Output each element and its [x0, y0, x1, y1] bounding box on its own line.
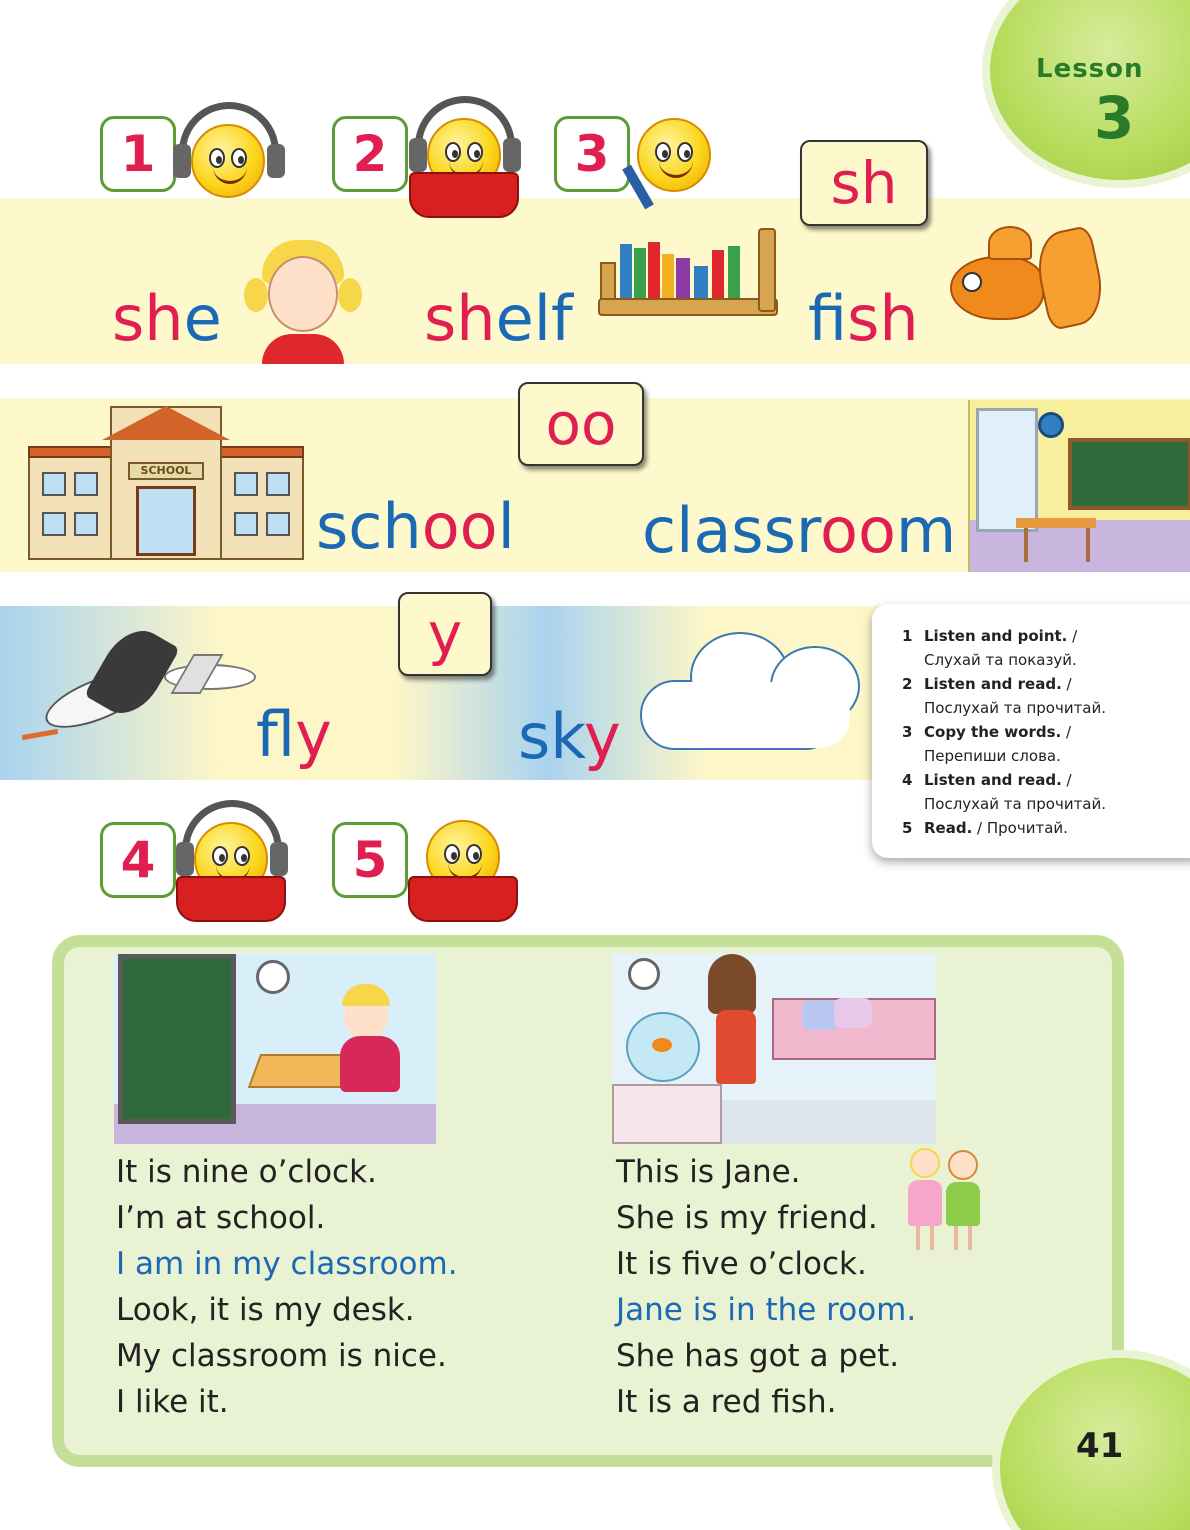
story-line: It is five o’clock.	[616, 1246, 867, 1282]
word-fish: fish	[808, 282, 919, 355]
word-fly: fly	[256, 698, 332, 771]
classroom-image	[968, 400, 1190, 572]
step-1-number: 1	[100, 116, 176, 192]
friends-image	[908, 1146, 984, 1256]
goldfish-image	[944, 220, 1104, 338]
girl-image	[244, 238, 362, 364]
word-shelf: shelf	[424, 282, 573, 355]
classroom-girl-image	[114, 954, 436, 1144]
story-line-highlight: Jane is in the room.	[616, 1292, 917, 1328]
letters-y: y	[398, 592, 492, 676]
bookshelf-image	[598, 226, 778, 318]
story-line: I’m at school.	[116, 1200, 326, 1236]
instruction-item: 4 Listen and read. / Послухай та прочитай.	[902, 771, 1107, 813]
word-she: she	[112, 282, 222, 355]
cloud-image	[640, 620, 880, 770]
lesson-badge	[990, 0, 1190, 180]
writing-smiley-icon	[625, 114, 725, 214]
story-line-highlight: I am in my classroom.	[116, 1246, 458, 1282]
instructions-box	[872, 604, 1190, 858]
instruction-item: 3 Copy the words. / Перепиши слова.	[902, 723, 1072, 765]
step-5-number: 5	[332, 822, 408, 898]
story-line: My classroom is nice.	[116, 1338, 447, 1374]
word-classroom: classroom	[642, 494, 957, 567]
lesson-number: 3	[1094, 84, 1135, 152]
story-line: This is Jane.	[616, 1154, 801, 1190]
step-3-number: 3	[554, 116, 630, 192]
room-girl-image	[612, 954, 936, 1144]
step-2-number: 2	[332, 116, 408, 192]
instruction-item: 1 Listen and point. / Слухай та показуй.	[902, 627, 1078, 669]
listening-smiley-icon	[175, 102, 285, 212]
school-building-image	[28, 406, 304, 566]
letters-sh: sh	[800, 140, 928, 226]
page-number: 41	[1076, 1426, 1124, 1466]
stork-plane-image	[22, 620, 262, 750]
school-sign: SCHOOL	[128, 462, 204, 480]
reading-listening-smiley-icon	[405, 96, 525, 226]
reading-smiley-icon	[404, 818, 524, 928]
story-line: She has got a pet.	[616, 1338, 900, 1374]
story-line: I like it.	[116, 1384, 229, 1420]
reading-listening-smiley-icon	[172, 800, 292, 930]
word-school: school	[316, 490, 515, 563]
story-line: It is a red fish.	[616, 1384, 837, 1420]
story-line: Look, it is my desk.	[116, 1292, 415, 1328]
lesson-label: Lesson	[1036, 54, 1144, 84]
instruction-item: 2 Listen and read. / Послухай та прочитай.	[902, 675, 1107, 717]
instruction-item: 5 Read. / Прочитай.	[902, 819, 1068, 837]
story-line: She is my friend.	[616, 1200, 878, 1236]
word-sky: sky	[518, 700, 621, 773]
step-4-number: 4	[100, 822, 176, 898]
story-line: It is nine o’clock.	[116, 1154, 377, 1190]
letters-oo: oo	[518, 382, 644, 466]
